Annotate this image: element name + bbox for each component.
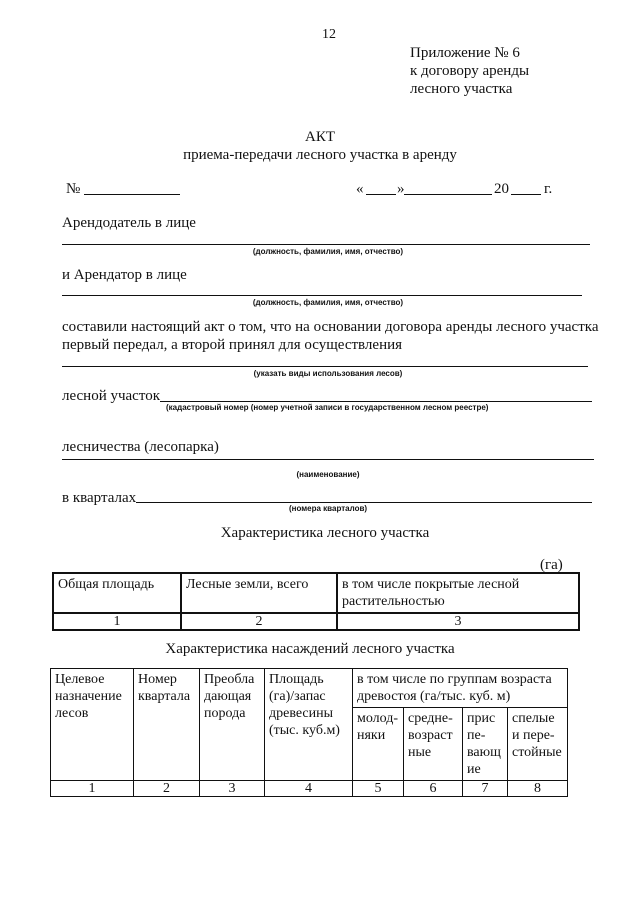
lessee-caption: (должность, фамилия, имя, отчество) — [252, 298, 404, 307]
table1-number: 1 — [53, 613, 181, 630]
table2-number: 8 — [508, 781, 568, 797]
plot-label: лесной участок — [62, 388, 160, 404]
date-year-blank — [511, 194, 541, 195]
table2-number: 4 — [265, 781, 353, 797]
appendix-line-1: Приложение № 6 — [410, 45, 520, 61]
usage-caption: (указать виды использования лесов) — [253, 369, 403, 378]
table2-subheader-young: молод- няки — [353, 708, 404, 781]
table1-header-total-area: Общая площадь — [53, 573, 181, 613]
forest-plot-table — [52, 572, 580, 631]
document-title: АКТ — [305, 129, 335, 145]
lessor-label: Арендодатель в лице — [62, 215, 196, 231]
table2-subheader-maturing: прис пе- вающ ие — [463, 708, 508, 781]
table2-number: 2 — [134, 781, 200, 797]
date-year-suffix: г. — [544, 181, 553, 197]
table2-subheader-middle-aged: средне- возраст ные — [404, 708, 463, 781]
table2-header-area-volume: Площадь (га)/запас древесины (тыс. куб.м) — [265, 669, 353, 781]
table1-header-covered: в том числе покрытые лесной растительностью — [337, 573, 579, 613]
table2-number: 7 — [463, 781, 508, 797]
body-text-line-2: первый передал, а второй принял для осуществления — [62, 337, 403, 353]
table2-header-dominant-species: Преобла дающая порода — [200, 669, 265, 781]
forestry-caption: (наименование) — [296, 470, 360, 479]
table2-number: 5 — [353, 781, 404, 797]
appendix-line-2: к договору аренды — [410, 63, 530, 79]
stands-table — [50, 668, 568, 797]
page-number: 12 — [322, 27, 336, 42]
table2-number: 1 — [51, 781, 134, 797]
appendix-line-3: лесного участка — [410, 81, 513, 97]
date-month-blank — [404, 194, 492, 195]
document-subtitle: приема-передачи лесного участка в аренду — [183, 147, 457, 163]
body-text-line-1: составили настоящий акт о том, что на основании договора аренды лесного участка — [62, 319, 599, 335]
date-year-prefix: 20 — [494, 181, 509, 197]
forestry-blank — [62, 459, 594, 460]
date-close-quote: » — [397, 181, 405, 197]
table1-number: 3 — [337, 613, 579, 630]
lessee-blank — [62, 295, 582, 296]
table2-header-purpose: Целевое назначение лесов — [51, 669, 134, 781]
number-blank — [84, 194, 180, 195]
table1-title: Характеристика лесного участка — [220, 525, 430, 541]
forestry-label: лесничества (лесопарка) — [62, 439, 219, 455]
table2-header-age-groups: в том числе по группам возраста древостоя (га/тыс. куб. м) — [353, 669, 568, 708]
table1-number: 2 — [181, 613, 337, 630]
table2-subheader-mature: спелые и пере- стойные — [508, 708, 568, 781]
table1-header-forest-land: Лесные земли, всего — [181, 573, 337, 613]
table2-number: 6 — [404, 781, 463, 797]
plot-caption: (кадастровый номер (номер учетной записи в государственном лесном реестре) — [166, 403, 489, 412]
lessor-blank — [62, 244, 590, 245]
table2-title: Характеристика насаждений лесного участка — [165, 641, 455, 657]
table2-number: 3 — [200, 781, 265, 797]
date-open-quote: « — [356, 181, 364, 197]
table1-unit: (га) — [540, 557, 563, 573]
table2-header-quarter-number: Номер квартала — [134, 669, 200, 781]
lessee-label: и Арендатор в лице — [62, 267, 187, 283]
quarters-label: в кварталах — [62, 490, 137, 506]
usage-blank — [62, 366, 588, 367]
lessor-caption: (должность, фамилия, имя, отчество) — [252, 247, 404, 256]
quarters-caption: (номера кварталов) — [288, 504, 368, 513]
quarters-blank — [136, 502, 592, 503]
plot-blank — [160, 401, 592, 402]
date-day-blank — [366, 194, 396, 195]
number-label: № — [66, 181, 81, 197]
